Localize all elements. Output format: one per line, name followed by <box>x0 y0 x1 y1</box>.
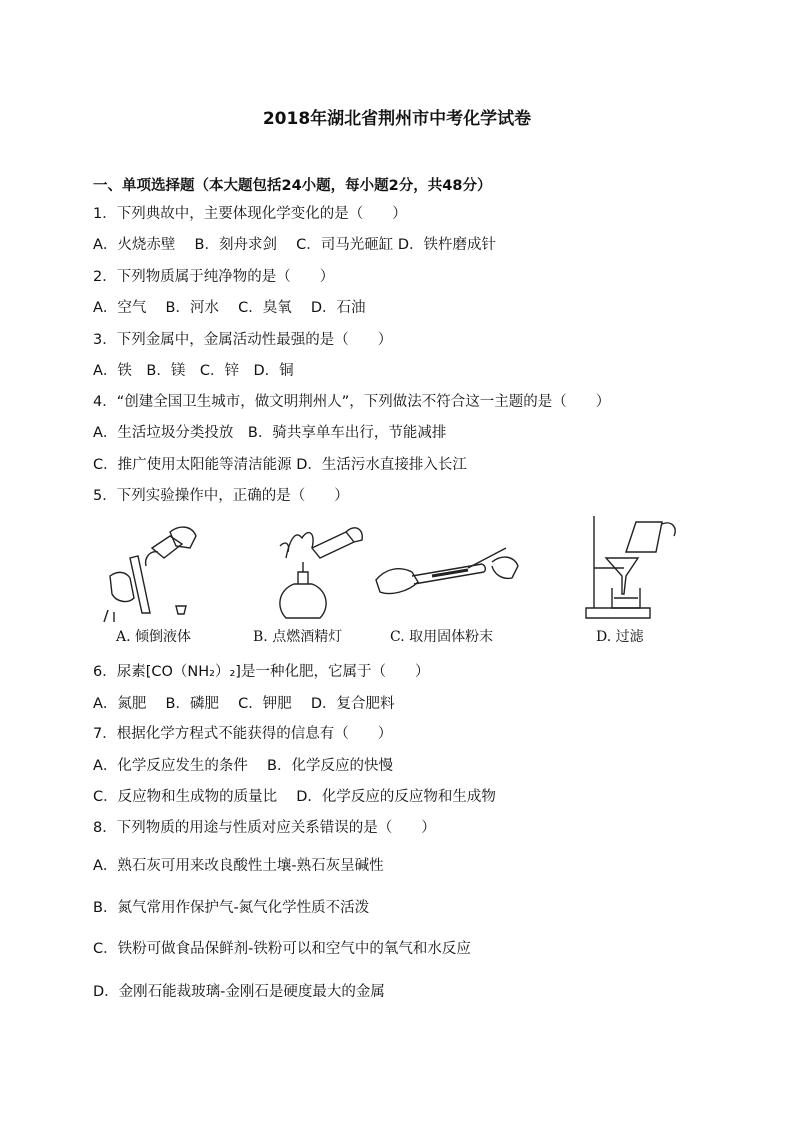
caption-d: D. 过滤 <box>596 629 644 645</box>
figure-lighting-lamp <box>246 518 386 622</box>
question-3-options: A．铁 B．镁 C．锌 D．铜 <box>93 363 294 379</box>
question-1: 1．下列典故中，主要体现化学变化的是（ ） <box>93 206 407 222</box>
question-8-option-a: A．熟石灰可用来改良酸性土壤-熟石灰呈碱性 <box>93 858 384 874</box>
question-8-option-b: B．氮气常用作保护气-氮气化学性质不活泼 <box>93 900 370 916</box>
caption-c: C. 取用固体粉末 <box>390 629 494 645</box>
question-8: 8．下列物质的用途与性质对应关系错误的是（ ） <box>93 820 436 836</box>
question-6-options: A．氮肥 B．磷肥 C．钾肥 D．复合肥料 <box>93 696 395 712</box>
question-4-options-1: A．生活垃圾分类投放 B．骑共享单车出行，节能减排 <box>93 425 447 441</box>
question-4-options-2: C．推广使用太阳能等清洁能源 D．生活污水直接排入长江 <box>93 457 467 473</box>
question-8-option-d: D．金刚石能裁玻璃-金刚石是硬度最大的金属 <box>93 984 385 1000</box>
figure-solid-powder <box>372 518 522 622</box>
section-heading: 一、单项选择题（本大题包括24小题，每小题2分，共48分） <box>93 178 492 194</box>
question-7-options-1: A．化学反应发生的条件 B．化学反应的快慢 <box>93 758 393 774</box>
question-6: 6．尿素[CO（NH₂）₂]是一种化肥，它属于（ ） <box>93 664 430 680</box>
caption-a: A. 倾倒液体 <box>116 629 192 645</box>
question-7: 7．根据化学方程式不能获得的信息有（ ） <box>93 726 393 742</box>
question-4: 4．“创建全国卫生城市，做文明荆州人”，下列做法不符合这一主题的是（ ） <box>93 394 611 410</box>
figure-pouring-liquid <box>100 518 240 622</box>
question-1-options: A．火烧赤壁 B．刻舟求剑 C．司马光砸缸 D．铁杵磨成针 <box>93 237 496 253</box>
question-2: 2．下列物质属于纯净物的是（ ） <box>93 269 335 285</box>
figure-filtration <box>580 512 700 622</box>
question-8-option-c: C．铁粉可做食品保鲜剂-铁粉可以和空气中的氧气和水反应 <box>93 941 471 957</box>
question-2-options: A．空气 B．河水 C．臭氧 D．石油 <box>93 300 366 316</box>
question-5: 5．下列实验操作中，正确的是（ ） <box>93 488 349 504</box>
page-title: 2018年湖北省荆州市中考化学试卷 <box>262 109 532 129</box>
caption-b: B. 点燃酒精灯 <box>253 629 343 645</box>
question-3: 3．下列金属中，金属活动性最强的是（ ） <box>93 332 393 348</box>
question-7-options-2: C．反应物和生成物的质量比 D．化学反应的反应物和生成物 <box>93 789 496 805</box>
